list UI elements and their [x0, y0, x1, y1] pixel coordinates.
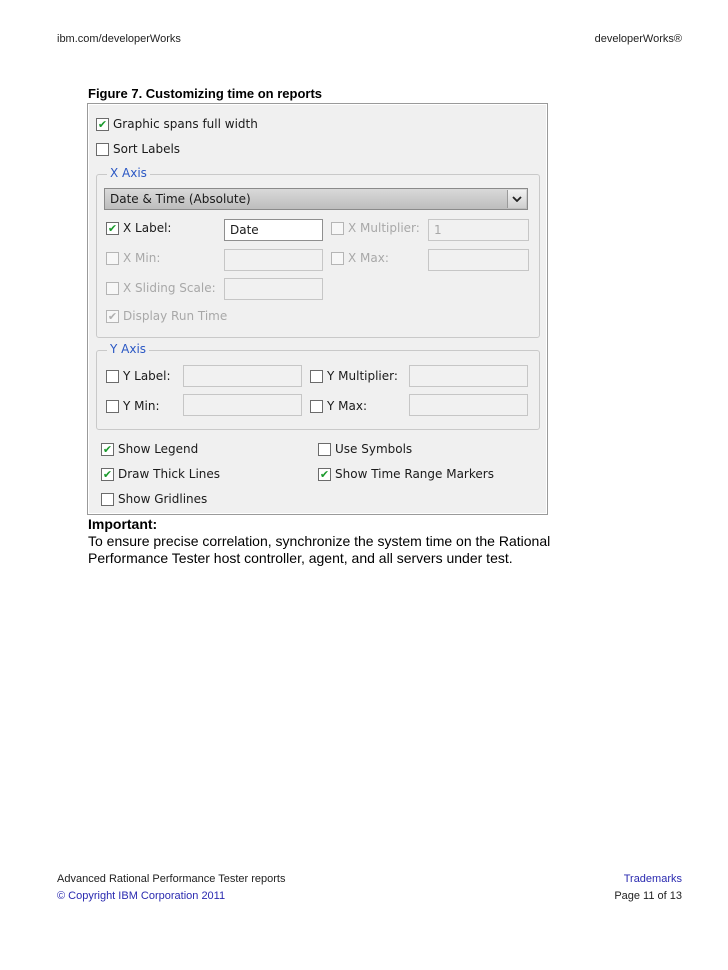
y-label-option[interactable] — [106, 369, 171, 383]
display-run-time-checkbox: ✔ — [107, 309, 118, 323]
figure-title: Figure 7. Customizing time on reports — [88, 86, 323, 101]
sort-labels-label: Sort Labels — [113, 142, 181, 156]
x-label-label: X Label: — [123, 221, 172, 235]
y-label-checkbox[interactable] — [106, 370, 119, 383]
x-sliding-field — [224, 278, 323, 300]
sort-labels-checkbox[interactable] — [96, 143, 109, 156]
show-time-range-option[interactable] — [318, 467, 494, 481]
x-min-checkbox — [106, 252, 119, 265]
show-legend-checkbox[interactable]: ✔ — [102, 442, 113, 456]
important-heading: Important: — [88, 516, 158, 532]
y-multiplier-option[interactable] — [310, 369, 398, 383]
show-gridlines-label: Show Gridlines — [118, 492, 208, 506]
y-multiplier-field — [409, 365, 528, 387]
x-multiplier-checkbox — [331, 222, 344, 235]
show-legend-label: Show Legend — [118, 442, 199, 456]
y-label-label: Y Label: — [123, 369, 171, 383]
show-gridlines-option[interactable] — [101, 492, 207, 506]
footer-trademarks-link[interactable]: Trademarks — [623, 873, 682, 885]
x-min-option — [106, 251, 160, 265]
x-sliding-checkbox — [106, 282, 119, 295]
y-axis-group — [96, 342, 540, 430]
x-max-field — [428, 249, 529, 271]
y-max-option[interactable] — [310, 399, 367, 413]
x-sliding-label: X Sliding Scale: — [123, 281, 216, 295]
header-brand: developerWorks® — [594, 33, 682, 45]
display-run-time-option — [106, 309, 227, 323]
x-min-label: X Min: — [123, 251, 161, 265]
show-time-range-label: Show Time Range Markers — [335, 467, 494, 481]
report-settings-dialog — [87, 103, 548, 515]
use-symbols-option[interactable] — [318, 442, 412, 456]
y-max-label: Y Max: — [327, 399, 367, 413]
graphic-spans-option[interactable] — [96, 117, 258, 131]
x-min-field — [224, 249, 323, 271]
header-site: ibm.com/developerWorks — [57, 33, 181, 45]
display-run-time-label: Display Run Time — [123, 309, 228, 323]
show-gridlines-checkbox[interactable] — [101, 493, 114, 506]
draw-thick-lines-option[interactable] — [101, 467, 220, 481]
x-axis-type-select[interactable] — [104, 188, 528, 210]
y-min-field — [183, 394, 302, 416]
use-symbols-checkbox[interactable] — [318, 443, 331, 456]
y-min-option[interactable] — [106, 399, 159, 413]
sort-labels-option[interactable] — [96, 142, 180, 156]
y-axis-title: Y Axis — [107, 342, 149, 356]
graphic-spans-label: Graphic spans full width — [113, 117, 258, 131]
footer-doc-title: Advanced Rational Performance Tester reports — [57, 873, 286, 885]
y-max-field — [409, 394, 528, 416]
y-max-checkbox[interactable] — [310, 400, 323, 413]
y-min-checkbox[interactable] — [106, 400, 119, 413]
x-max-label: X Max: — [348, 251, 389, 265]
graphic-spans-checkbox[interactable]: ✔ — [97, 117, 108, 131]
x-axis-title: X Axis — [107, 166, 150, 180]
important-note — [88, 516, 550, 567]
x-label-option[interactable] — [106, 221, 171, 235]
x-label-checkbox[interactable]: ✔ — [107, 221, 118, 235]
x-label-field[interactable]: Date — [224, 219, 323, 241]
y-label-field — [183, 365, 302, 387]
x-sliding-option — [106, 281, 216, 295]
show-time-range-checkbox[interactable]: ✔ — [319, 467, 330, 481]
footer-page-number: Page 11 of 13 — [614, 890, 682, 902]
important-line-2: Performance Tester host controller, agent, and all servers under test. — [88, 550, 513, 566]
x-multiplier-label: X Multiplier: — [348, 221, 420, 235]
use-symbols-label: Use Symbols — [335, 442, 413, 456]
important-line-1: To ensure precise correlation, synchronize the system time on the Rational — [88, 533, 551, 549]
x-multiplier-field: 1 — [428, 219, 529, 241]
x-max-checkbox — [331, 252, 344, 265]
y-multiplier-checkbox[interactable] — [310, 370, 323, 383]
draw-thick-lines-label: Draw Thick Lines — [118, 467, 221, 481]
draw-thick-lines-checkbox[interactable]: ✔ — [102, 467, 113, 481]
footer-copyright-link[interactable]: © Copyright IBM Corporation 2011 — [57, 890, 226, 902]
chevron-down-icon[interactable] — [507, 190, 526, 208]
x-multiplier-option — [331, 221, 420, 235]
x-max-option — [331, 251, 389, 265]
show-legend-option[interactable] — [101, 442, 198, 456]
y-multiplier-label: Y Multiplier: — [327, 369, 398, 383]
y-min-label: Y Min: — [123, 399, 160, 413]
x-axis-type-value: Date & Time (Absolute) — [110, 192, 251, 206]
